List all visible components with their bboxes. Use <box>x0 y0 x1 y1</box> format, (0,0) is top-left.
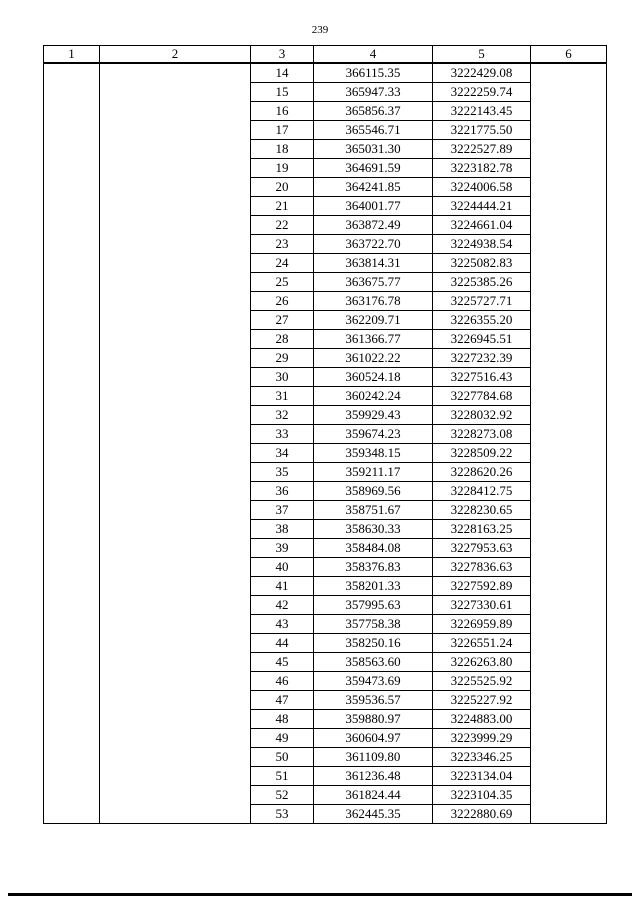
x-coordinate-cell: 358969.56 <box>314 482 433 501</box>
point-number-cell: 30 <box>251 368 314 387</box>
y-coordinate-cell: 3228509.22 <box>433 444 531 463</box>
point-number-cell: 46 <box>251 672 314 691</box>
y-coordinate-cell: 3225525.92 <box>433 672 531 691</box>
point-number-cell: 41 <box>251 577 314 596</box>
x-coordinate-cell: 358484.08 <box>314 539 433 558</box>
x-coordinate-cell: 363176.78 <box>314 292 433 311</box>
point-number-cell: 48 <box>251 710 314 729</box>
x-coordinate-cell: 358376.83 <box>314 558 433 577</box>
point-number-cell: 43 <box>251 615 314 634</box>
empty-col-6 <box>531 63 607 824</box>
x-coordinate-cell: 360242.24 <box>314 387 433 406</box>
table-header-row <box>44 46 607 64</box>
x-coordinate-cell: 362209.71 <box>314 311 433 330</box>
x-coordinate-cell: 358250.16 <box>314 634 433 653</box>
y-coordinate-cell: 3228620.26 <box>433 463 531 482</box>
y-coordinate-cell: 3222527.89 <box>433 140 531 159</box>
x-coordinate-cell: 363872.49 <box>314 216 433 235</box>
y-coordinate-cell: 3226551.24 <box>433 634 531 653</box>
empty-col-1 <box>44 63 100 824</box>
point-number-cell: 39 <box>251 539 314 558</box>
header-col-1: 1 <box>44 46 100 64</box>
y-coordinate-cell: 3225227.92 <box>433 691 531 710</box>
y-coordinate-cell: 3223182.78 <box>433 159 531 178</box>
y-coordinate-cell: 3225727.71 <box>433 292 531 311</box>
x-coordinate-cell: 359536.57 <box>314 691 433 710</box>
header-col-5: 5 <box>433 46 531 64</box>
y-coordinate-cell: 3221775.50 <box>433 121 531 140</box>
x-coordinate-cell: 364001.77 <box>314 197 433 216</box>
y-coordinate-cell: 3228032.92 <box>433 406 531 425</box>
y-coordinate-cell: 3224444.21 <box>433 197 531 216</box>
table-body <box>44 63 607 824</box>
y-coordinate-cell: 3228230.65 <box>433 501 531 520</box>
x-coordinate-cell: 357758.38 <box>314 615 433 634</box>
y-coordinate-cell: 3228412.75 <box>433 482 531 501</box>
y-coordinate-cell: 3224883.00 <box>433 710 531 729</box>
x-coordinate-cell: 362445.35 <box>314 805 433 824</box>
y-coordinate-cell: 3222429.08 <box>433 63 531 83</box>
point-number-cell: 47 <box>251 691 314 710</box>
point-number-cell: 15 <box>251 83 314 102</box>
y-coordinate-cell: 3226945.51 <box>433 330 531 349</box>
x-coordinate-cell: 361366.77 <box>314 330 433 349</box>
x-coordinate-cell: 364691.59 <box>314 159 433 178</box>
point-number-cell: 37 <box>251 501 314 520</box>
header-col-4: 4 <box>314 46 433 64</box>
x-coordinate-cell: 359211.17 <box>314 463 433 482</box>
point-number-cell: 51 <box>251 767 314 786</box>
x-coordinate-cell: 359348.15 <box>314 444 433 463</box>
point-number-cell: 16 <box>251 102 314 121</box>
point-number-cell: 36 <box>251 482 314 501</box>
x-coordinate-cell: 361824.44 <box>314 786 433 805</box>
y-coordinate-cell: 3226355.20 <box>433 311 531 330</box>
point-number-cell: 21 <box>251 197 314 216</box>
point-number-cell: 42 <box>251 596 314 615</box>
point-number-cell: 26 <box>251 292 314 311</box>
x-coordinate-cell: 361022.22 <box>314 349 433 368</box>
x-coordinate-cell: 359674.23 <box>314 425 433 444</box>
y-coordinate-cell: 3227592.89 <box>433 577 531 596</box>
y-coordinate-cell: 3225082.83 <box>433 254 531 273</box>
point-number-cell: 50 <box>251 748 314 767</box>
point-number-cell: 45 <box>251 653 314 672</box>
header-col-2: 2 <box>100 46 251 64</box>
point-number-cell: 23 <box>251 235 314 254</box>
page-number: 239 <box>311 24 329 36</box>
y-coordinate-cell: 3225385.26 <box>433 273 531 292</box>
x-coordinate-cell: 358563.60 <box>314 653 433 672</box>
x-coordinate-cell: 363814.31 <box>314 254 433 273</box>
point-number-cell: 29 <box>251 349 314 368</box>
x-coordinate-cell: 361236.48 <box>314 767 433 786</box>
point-number-cell: 49 <box>251 729 314 748</box>
x-coordinate-cell: 365031.30 <box>314 140 433 159</box>
x-coordinate-cell: 366115.35 <box>314 63 433 83</box>
y-coordinate-cell: 3224661.04 <box>433 216 531 235</box>
point-number-cell: 33 <box>251 425 314 444</box>
x-coordinate-cell: 359929.43 <box>314 406 433 425</box>
x-coordinate-cell: 365546.71 <box>314 121 433 140</box>
x-coordinate-cell: 359473.69 <box>314 672 433 691</box>
point-number-cell: 25 <box>251 273 314 292</box>
point-number-cell: 14 <box>251 63 314 83</box>
y-coordinate-cell: 3222143.45 <box>433 102 531 121</box>
point-number-cell: 38 <box>251 520 314 539</box>
x-coordinate-cell: 363675.77 <box>314 273 433 292</box>
y-coordinate-cell: 3226263.80 <box>433 653 531 672</box>
y-coordinate-cell: 3227784.68 <box>433 387 531 406</box>
x-coordinate-cell: 358630.33 <box>314 520 433 539</box>
point-number-cell: 32 <box>251 406 314 425</box>
point-number-cell: 34 <box>251 444 314 463</box>
header-col-6: 6 <box>531 46 607 64</box>
y-coordinate-cell: 3227232.39 <box>433 349 531 368</box>
y-coordinate-cell: 3223134.04 <box>433 767 531 786</box>
point-number-cell: 31 <box>251 387 314 406</box>
point-number-cell: 18 <box>251 140 314 159</box>
x-coordinate-cell: 364241.85 <box>314 178 433 197</box>
y-coordinate-cell: 3222880.69 <box>433 805 531 824</box>
y-coordinate-cell: 3224006.58 <box>433 178 531 197</box>
point-number-cell: 20 <box>251 178 314 197</box>
point-number-cell: 24 <box>251 254 314 273</box>
x-coordinate-cell: 361109.80 <box>314 748 433 767</box>
point-number-cell: 53 <box>251 805 314 824</box>
y-coordinate-cell: 3227836.63 <box>433 558 531 577</box>
y-coordinate-cell: 3227953.63 <box>433 539 531 558</box>
point-number-cell: 52 <box>251 786 314 805</box>
y-coordinate-cell: 3223999.29 <box>433 729 531 748</box>
point-number-cell: 19 <box>251 159 314 178</box>
y-coordinate-cell: 3223346.25 <box>433 748 531 767</box>
x-coordinate-cell: 359880.97 <box>314 710 433 729</box>
x-coordinate-cell: 360524.18 <box>314 368 433 387</box>
point-number-cell: 28 <box>251 330 314 349</box>
x-coordinate-cell: 365947.33 <box>314 83 433 102</box>
y-coordinate-cell: 3222259.74 <box>433 83 531 102</box>
point-number-cell: 35 <box>251 463 314 482</box>
point-number-cell: 27 <box>251 311 314 330</box>
y-coordinate-cell: 3227516.43 <box>433 368 531 387</box>
x-coordinate-cell: 358201.33 <box>314 577 433 596</box>
x-coordinate-cell: 357995.63 <box>314 596 433 615</box>
point-number-cell: 22 <box>251 216 314 235</box>
y-coordinate-cell: 3228163.25 <box>433 520 531 539</box>
x-coordinate-cell: 363722.70 <box>314 235 433 254</box>
y-coordinate-cell: 3228273.08 <box>433 425 531 444</box>
empty-col-2 <box>100 63 251 824</box>
x-coordinate-cell: 365856.37 <box>314 102 433 121</box>
y-coordinate-cell: 3227330.61 <box>433 596 531 615</box>
table-row <box>44 63 607 83</box>
bottom-rule <box>8 893 632 896</box>
x-coordinate-cell: 360604.97 <box>314 729 433 748</box>
point-number-cell: 40 <box>251 558 314 577</box>
y-coordinate-cell: 3223104.35 <box>433 786 531 805</box>
header-col-3: 3 <box>251 46 314 64</box>
y-coordinate-cell: 3226959.89 <box>433 615 531 634</box>
coordinates-table <box>43 45 607 824</box>
x-coordinate-cell: 358751.67 <box>314 501 433 520</box>
point-number-cell: 17 <box>251 121 314 140</box>
y-coordinate-cell: 3224938.54 <box>433 235 531 254</box>
point-number-cell: 44 <box>251 634 314 653</box>
